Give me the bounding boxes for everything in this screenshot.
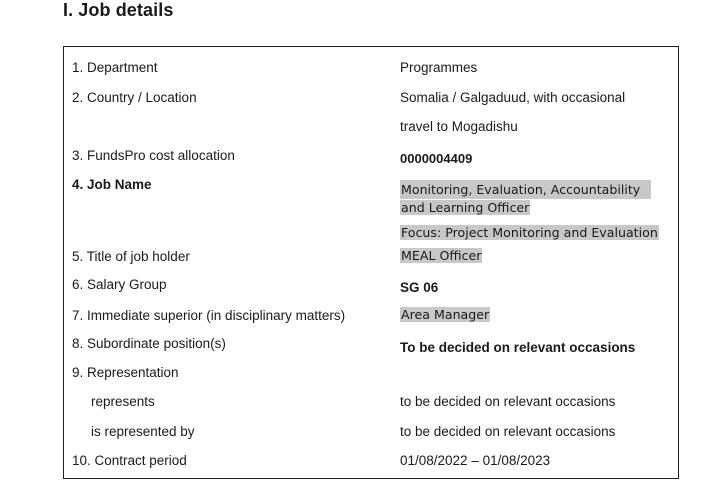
- job-name-line1: Monitoring, Evaluation, Accountability: [400, 180, 651, 199]
- title-holder-label: 5. Title of job holder: [72, 249, 190, 264]
- department-value: Programmes: [400, 60, 478, 75]
- job-name-label: 4. Job Name: [72, 177, 152, 192]
- job-details-table: [63, 46, 679, 479]
- subordinate-value: To be decided on relevant occasions: [400, 340, 636, 355]
- job-focus-text: Focus: Project Monitoring and Evaluation: [401, 225, 658, 240]
- cost-allocation-label: 3. FundsPro cost allocation: [72, 148, 235, 163]
- title-holder-value: [400, 247, 482, 265]
- job-name-value: [400, 180, 655, 217]
- location-value-line2: travel to Mogadishu: [400, 119, 518, 134]
- contract-period-label: 10. Contract period: [72, 453, 187, 468]
- section-heading: I. Job details: [63, 0, 174, 20]
- subordinate-label: 8. Subordinate position(s): [72, 336, 226, 351]
- department-label: 1. Department: [72, 60, 158, 75]
- superior-label: 7. Immediate superior (in disciplinary matters): [72, 308, 346, 323]
- location-label: 2. Country / Location: [72, 90, 197, 105]
- represents-label: represents: [91, 394, 155, 409]
- location-value-line1: Somalia / Galgaduud, with occasional: [400, 90, 626, 105]
- represents-value: to be decided on relevant occasions: [400, 394, 616, 409]
- salary-group-value: SG 06: [400, 280, 439, 295]
- job-focus-value: [400, 224, 659, 242]
- represented-by-value: to be decided on relevant occasions: [400, 424, 616, 439]
- salary-group-label: 6. Salary Group: [72, 277, 167, 292]
- superior-value: [400, 306, 490, 324]
- job-name-line2: and Learning Officer: [401, 200, 530, 215]
- cost-allocation-value: 0000004409: [400, 151, 473, 166]
- superior-text: Area Manager: [401, 307, 490, 322]
- represented-by-label: is represented by: [91, 424, 195, 439]
- representation-label: 9. Representation: [72, 365, 179, 380]
- title-holder-text: MEAL Officer: [401, 248, 482, 263]
- contract-period-value: 01/08/2022 – 01/08/2023: [400, 453, 551, 468]
